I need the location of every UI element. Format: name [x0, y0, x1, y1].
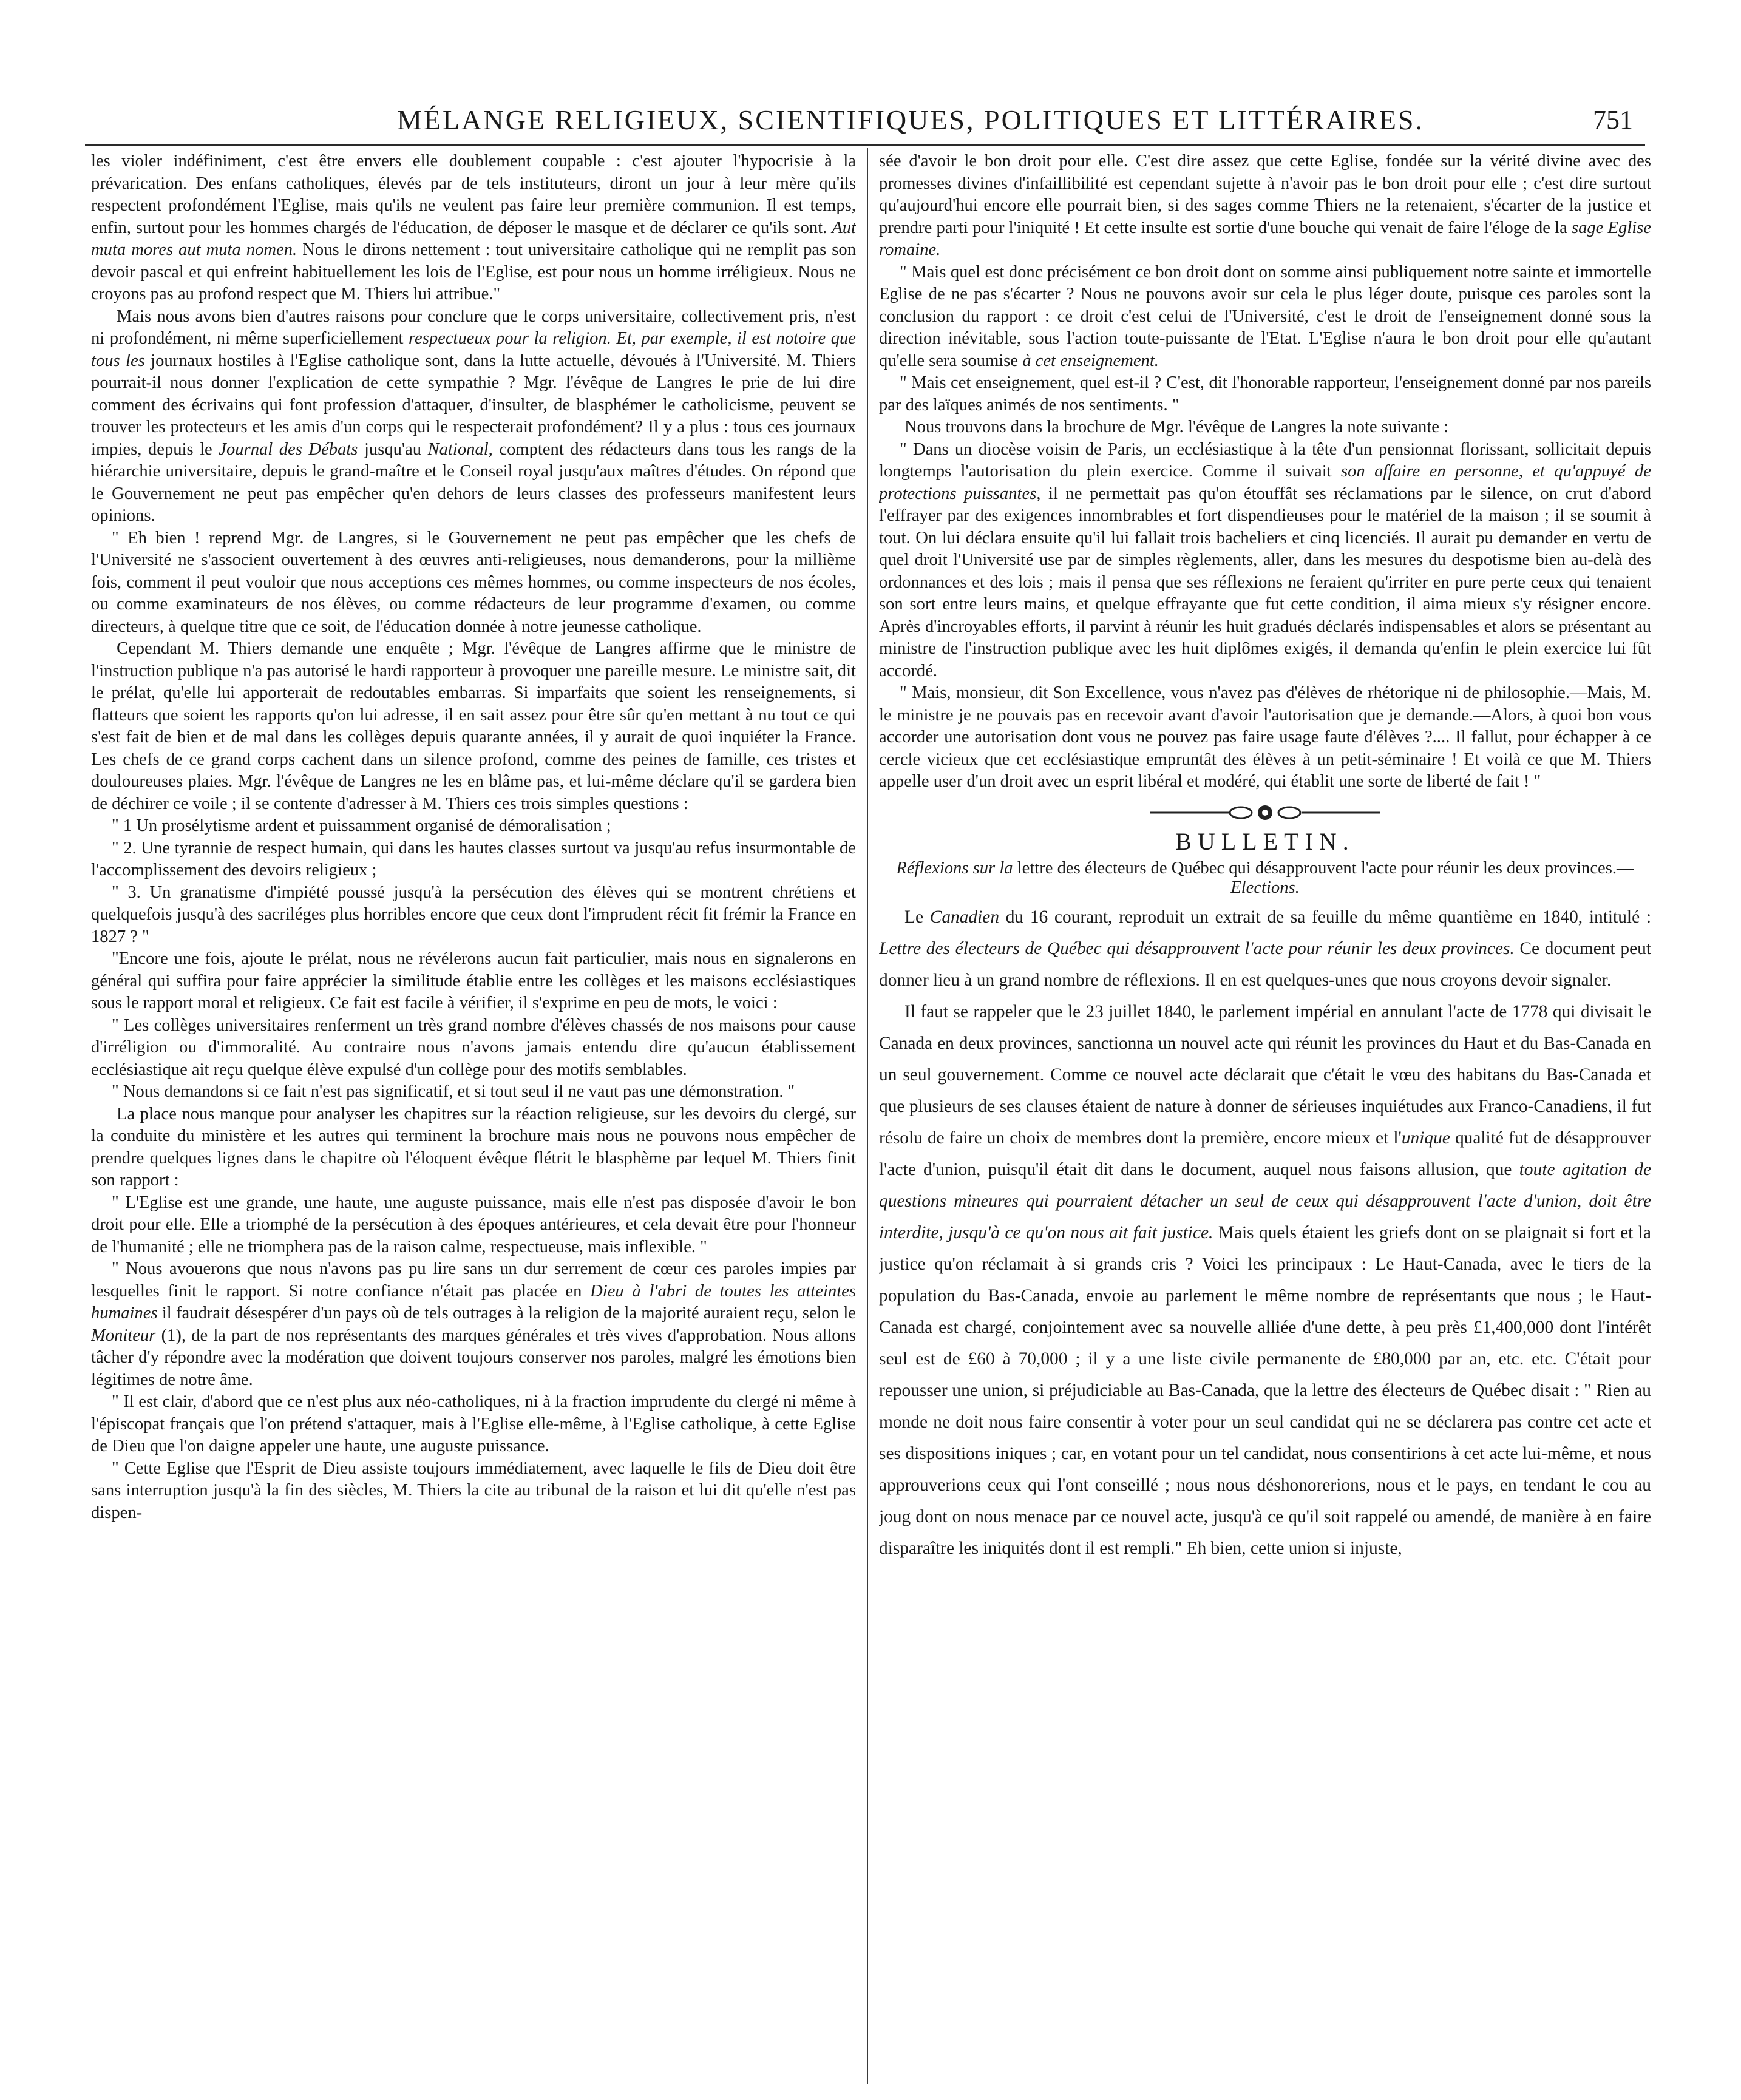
paragraph: " Nous demandons si ce fait n'est pas significatif, et si tout seul il ne vaut pas une démonstration. "	[112, 1082, 795, 1101]
page-number: 751	[1593, 105, 1633, 135]
paragraph: sée d'avoir le bon droit pour elle. C'est dire assez que cette Eglise, fondée sur la vérité divine avec des promesses divines d'infaillibilité est cependant sujette à n'avoir pas le bon droit pour elle ; c'est dire surtout qu'aujourd'hui encore elle pourrait bien, si des sages comme Thiers ne la retenaient, s'écarter de la justice et prendre parti pour l'iniquité ! Et cette insulte est sortie d'une bouche qui venait de faire l'éloge de la sage Eglise romaine.	[879, 152, 1651, 259]
paragraph: " Cette Eglise que l'Esprit de Dieu assiste toujours immédiatement, avec laquelle le fils de Dieu doit être sans interruption jusqu'à la fin des siècles, M. Thiers la cite au tribunal de la raison et lui dit qu'elle n'est pas dispen-	[91, 1458, 856, 1522]
paragraph: " Mais cet enseignement, quel est-il ? C'est, dit l'honorable rapporteur, l'enseignement donné par nos pareils par des laïques animés de nos sentiments. "	[879, 373, 1651, 415]
paragraph: Mais nous avons bien d'autres raisons pour conclure que le corps universitaire, collectivement pris, n'est ni profondément, ni même superficiellement respectueux pour la religion. Et, par exemple, il est notoire que tous les journaux hostiles à l'Eglise catholique sont, dans la lutte actuelle, dévoués à l'Université. M. Thiers pourrait-il nous donner l'explication de cette sympathie ? Mgr. l'évêque de Langres le prie de lui dire comment des écrivains qui font profession d'attaquer, d'insulter, de blasphémer le catholicisme, peuvent se trouver les protecteurs et les amis d'un corps qui le respecterait profondément? Il y a plus : tous ces journaux impies, depuis le Journal des Débats jusqu'au National, comptent des rédacteurs dans tous les rangs de la hiérarchie universitaire, depuis le grand-maître et le Conseil royal jusqu'aux maîtres d'études. On répond que le Gouvernement ne peut pas empêcher qu'en dehors de leurs classes des professeurs manifestent leurs opinions.	[91, 307, 856, 525]
paragraph: Le Canadien du 16 courant, reproduit un extrait de sa feuille du même quantième en 1840, intitulé : Lettre des électeurs de Québec qui désapprouvent l'acte pour réunir les deux provinces. Ce document peut donner lieu à un grand nombre de réflexions. Il en est quelques-unes que nous croyons devoir signaler.	[879, 907, 1651, 990]
paragraph: La place nous manque pour analyser les chapitres sur la réaction religieuse, sur les devoirs du clergé, sur la conduite du ministère et les autres qui terminent la brochure mais nous ne pouvons nous empêcher de prendre quelques lignes dans le chapitre où l'éloquent évêque flétrit le blasphème par lequel M. Thiers finit son rapport :	[91, 1104, 856, 1190]
paragraph: " Mais quel est donc précisément ce bon droit dont on somme ainsi publiquement notre sainte et immortelle Eglise de ne pas s'écarter ? Nous ne pouvons avoir sur cela le plus léger doute, puisque ces paroles sont la conclusion du rapport : ce droit c'est celui de l'Université, c'est le droit de l'enseignement donné sous la direction inévitable, sous l'action toute-puissante de l'Etat. L'Eglise n'aura le bon droit pour elle qu'autant qu'elle sera soumise à cet enseignement.	[879, 262, 1651, 370]
paragraph: Nous trouvons dans la brochure de Mgr. l'évêque de Langres la note suivante :	[904, 418, 1449, 436]
ornament-divider	[879, 802, 1651, 826]
paragraph: " Il est clair, d'abord que ce n'est plus aux néo-catholiques, ni à la fraction imprudente du clergé ni même à l'épiscopat français que l'on prétend s'attaquer, mais à l'Eglise elle-même, à l'Eglise catholique, à cette Eglise de Dieu que l'on daigne appeler une haute, une auguste puissance.	[91, 1392, 856, 1455]
paragraph: " Mais, monsieur, dit Son Excellence, vous n'avez pas d'élèves de rhétorique ni de philosophie.—Mais, M. le ministre je ne pouvais pas en recevoir avant d'avoir l'autorisation que je demande.—Alors, à quoi bon vous accorder une autorisation dont vous ne pouvez pas faire usage faute d'élèves ?.... Il fallut, pour échapper à ce cercle vicieux que cet ecclésiastique empruntât des élèves à un petit-séminaire ! Et voilà ce que M. Thiers appelle user d'un droit avec un esprit libéral et modéré, qui établit une sorte de liberté de fait ! "	[879, 683, 1651, 791]
paragraph: " L'Eglise est une grande, une haute, une auguste puissance, mais elle n'est pas disposée d'avoir le bon droit pour elle. Elle a triomphé de la persécution à des époques antérieures, et cela devait être pour l'honneur de l'humanité ; elle ne triomphera pas de la raison calme, respectueuse, mais inflexible. "	[91, 1193, 856, 1256]
paragraph: Cependant M. Thiers demande une enquête ; Mgr. l'évêque de Langres affirme que le ministre de l'instruction publique n'a pas autorisé le hardi rapporteur à provoquer une pareille mesure. Le ministre sait, dit le prélat, qu'elle lui apporterait de redoutables embarras. Si imparfaits que soient les renseignements, si flatteurs que soient les rapports qu'on lui adresse, il en sait assez pour être sûr qu'en mettant à nu tout ce qui s'est fait de bien et de mal dans les collèges depuis quarante années, il y aurait de quoi inquiéter la France. Les chefs de ce grand corps cachent dans un silence profond, comme des peines de famille, ces tristes et douloureuses plaies. Mgr. l'évêque de Langres ne les en blâme pas, et lui-même déclare qu'il se gardera bien de déchirer ce voile ; il se contente d'adresser à M. Thiers ces trois simples questions :	[91, 639, 856, 813]
question-item: " 2. Une tyrannie de respect humain, qui dans les hautes classes surtout va jusqu'au refus insurmontable de l'accomplissement des devoirs religieux ;	[91, 838, 856, 879]
paragraph: Il faut se rappeler que le 23 juillet 1840, le parlement impérial en annulant l'acte de 1778 qui divisait le Canada en deux provinces, sanctionna un nouvel acte qui réunit les provinces du Haut et du Bas-Canada en un seul gouvernement. Comme ce nouvel acte déclarait que c'était le vœu des habitans du Bas-Canada et que plusieurs de ses clauses étaient de nature à donner de sérieuses inquiétudes aux Franco-Canadiens, il fut résolu de faire un choix de membres dont la première, encore mieux et l'unique qualité fut de désapprouver l'acte d'union, puisqu'il était dit dans le document, auquel nous faisons allusion, que toute agitation de questions mineures qui pourraient détacher un seul de ceux qui désapprouvent l'acte d'union, doit être interdite, jusqu'à ce qu'on nous ait fait justice. Mais quels étaient les griefs dont on se plaignait si fort et la justice qu'on réclamait à si grands cris ? Voici les principaux : Le Haut-Canada, avec le tiers de la population du Bas-Canada, envoie au parlement le même nombre de représentants que nous ; le Haut-Canada est chargé, conjointement avec sa nouvelle alliée d'une dette, à peu près £1,400,000 dont l'intérêt seul est de £60 à 70,000 ; il y a une liste civile permanente de £80,000 par an, etc. etc. C'était pour repousser une union, si préjudiciable au Bas-Canada, que la lettre des électeurs de Québec disait : " Rien au monde ne doit nous faire consentir à voter pour un seul candidat qui ne se déclarera pas contre cet acte et ses dispositions iniques ; car, en votant pour un tel candidat, nous consentirions à cet acte lui-même, et nous approuverions ceux qui l'ont conseillé ; nous nous déshonorerions, nous et le pays, en tendant le cou au joug dont on nous menace par ce nouvel acte, jusqu'à ce qu'il soit rappelé ou amendé, de manière à en faire disparaître les iniquités dont il est rempli." Eh bien, cette union si injuste,	[879, 1001, 1651, 1558]
running-title: MÉLANGE RELIGIEUX, SCIENTIFIQUES, POLITIQUES ET LITTÉRAIRES.	[397, 104, 1424, 135]
section-subheading: Réflexions sur la lettre des électeurs de Québec qui désapprouvent l'acte pour réunir les deux provinces.—Elections.	[896, 858, 1634, 897]
paragraph: " Nous avouerons que nous n'avons pas pu lire sans un dur serrement de cœur ces paroles impies par lesquelles finit le rapport. Si notre confiance n'était pas placée en Dieu à l'abri de toutes les atteintes humaines il faudrait désespérer d'un pays où de tels outrages à la religion de la majorité auraient reçu, selon le Moniteur (1), de la part de nos représentants des marques générales et très vives d'approbation. Nous allons tâcher d'y répondre avec la modération que doivent toujours conserver nos paroles, malgré les émotions bien légitimes de notre âme.	[91, 1259, 856, 1389]
paragraph: les violer indéfiniment, c'est être envers elle doublement coupable : c'est ajouter l'hypocrisie à la prévarication. Des enfans catholiques, élevés par de tels instituteurs, diront un jour à leur mère qu'ils respectent profondément l'Eglise, mais qu'ils ne veulent pas faire leur première communion. Il est temps, enfin, surtout pour les hommes chargés de l'éducation, de déposer le masque et de déclarer ce qu'ils sont. Aut muta mores aut muta nomen. Nous le dirons nettement : tout universitaire catholique qui ne remplit pas son devoir pascal et qui enfreint habituellement les lois de l'Eglise, est pour nous un homme irréligieux. Nous ne croyons pas au profond respect que M. Thiers lui attribue."	[91, 152, 856, 303]
left-column	[91, 151, 856, 2081]
ornament-icon	[1138, 802, 1393, 824]
right-column	[879, 151, 1651, 2081]
question-item: " 3. Un granatisme d'impiété poussé jusqu'à la persécution des élèves qui se montrent chrétiens et quelquefois jusqu'à des sacriléges plus horribles encore que ceux dont l'imprudent récit fit frémir la France en 1827 ? "	[91, 882, 856, 946]
header-rule	[85, 144, 1645, 146]
section-heading: BULLETIN.	[1175, 827, 1355, 855]
paragraph: " Les collèges universitaires renferment un très grand nombre d'élèves chassés de nos maisons pour cause d'irréligion ou d'immoralité. Au contraire nous n'avons jamais entendu dire qu'aucun établissement ecclésiastique ait reçu quelque élève expulsé d'un collège pour des motifs semblables.	[91, 1015, 856, 1079]
paragraph: "Encore une fois, ajoute le prélat, nous ne révélerons aucun fait particulier, mais nous en signalerons en général qui suffira pour faire apprécier la similitude établie entre les collèges et les maisons ecclésiastiques sous le rapport moral et religieux. Ce fait est facile à vérifier, il s'exprime en peu de mots, le voici :	[91, 949, 856, 1012]
question-item: " 1 Un prosélytisme ardent et puissamment organisé de démoralisation ;	[112, 816, 611, 835]
column-divider	[867, 148, 868, 2084]
paragraph: " Eh bien ! reprend Mgr. de Langres, si le Gouvernement ne peut pas empêcher que les chefs de l'Université ne s'associent ouvertement à des œuvres anti-religieuses, nous demanderons, pour la millième fois, comment il peut vouloir que nous acceptions ces mêmes hommes, ou comme inspecteurs de nos écoles, ou comme examinateurs de nos élèves, ou comme rédacteurs de leur programme d'examen, ou comme directeurs, à quelque titre que ce soit, de l'éducation donnée à notre jeunesse catholique.	[91, 528, 856, 636]
paragraph: " Dans un diocèse voisin de Paris, un ecclésiastique à la tête d'un pensionnat florissant, sollicitait depuis longtemps l'autorisation du plein exercice. Comme il suivait son affaire en personne, et qu'appuyé de protections puissantes, il ne permettait pas qu'on étouffât ses réclamations par le silence, on crut d'abord l'effrayer par des exigences innombrables et fort dispendieuses pour le matériel de la maison ; il se soumit à tout. On lui déclara ensuite qu'il lui fallait trois bacheliers et cinq licenciés. Il aurait pu demander en vertu de quel droit l'Université use par de simples règlements, aller, dans les mesures du despotisme bien au-delà des ordonnances et des lois ; mais il pensa que ses réflexions ne feraient qu'irriter en pure perte ceux qui tenaient son sort entre leurs mains, et quelque effrayante que fut cette condition, il aima mieux s'y résigner encore. Après d'incroyables efforts, il parvint à réunir les huit gradués déclarés indispensables et alors se présentant au ministre de l'instruction publique avec les huit diplômes exigés, il demanda qu'enfin le plein exercice lui fût accordé.	[879, 439, 1651, 680]
page-header	[79, 102, 1633, 144]
